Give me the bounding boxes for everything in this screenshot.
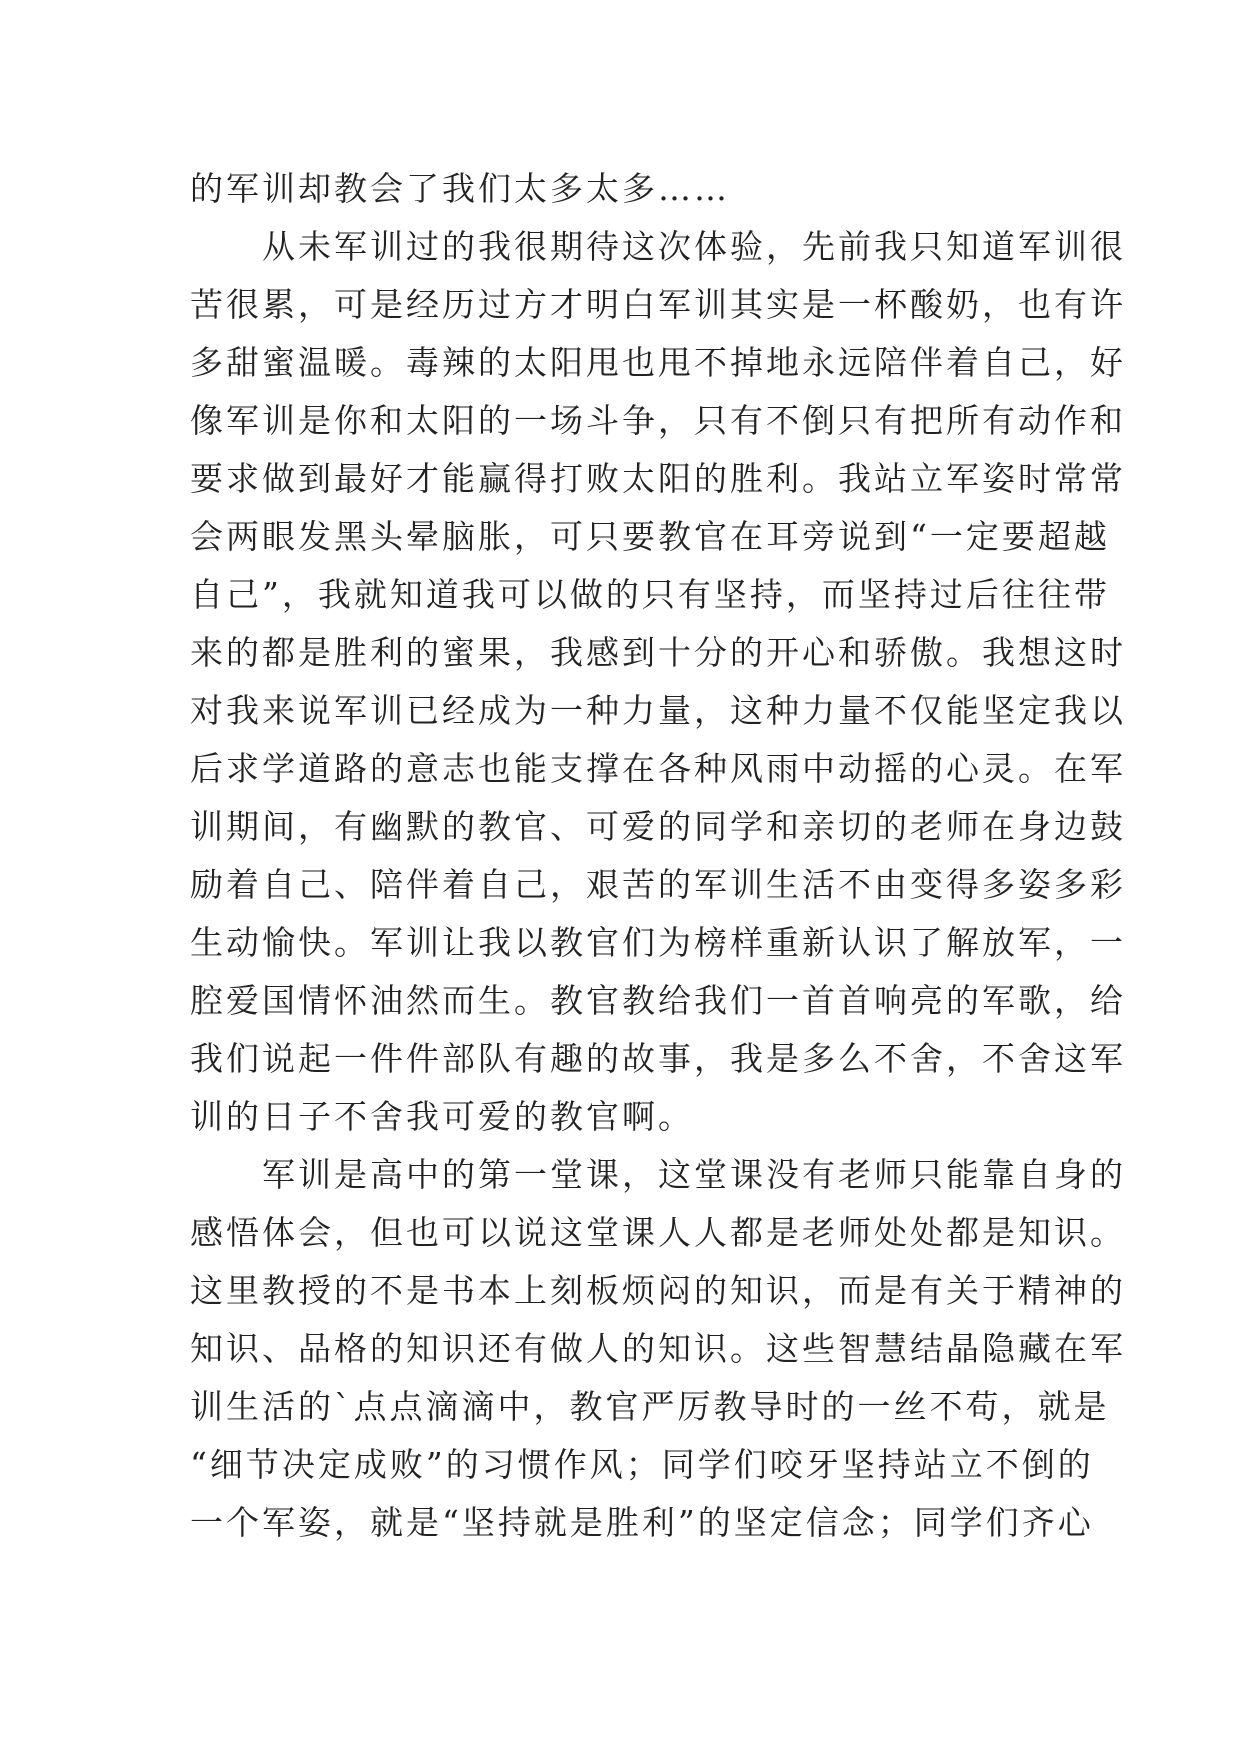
text-line: 我们说起一件件部队有趣的故事，我是多么不舍，不舍这军	[190, 1039, 1126, 1078]
text-line: 训生活的`点点滴滴中，教官严厉教导时的一丝不苟，就是	[190, 1387, 1110, 1426]
text-line: 像军训是你和太阳的一场斗争，只有不倒只有把所有动作和	[190, 401, 1126, 440]
text-line: 知识、品格的知识还有做人的知识。这些智慧结晶隐藏在军	[190, 1329, 1126, 1368]
text-line: 训期间，有幽默的教官、可爱的同学和亲切的老师在身边鼓	[190, 807, 1126, 846]
text-line: 一个军姿，就是“坚持就是胜利”的坚定信念；同学们齐心	[190, 1503, 1094, 1542]
text-line: 感悟体会，但也可以说这堂课人人都是老师处处都是知识。	[190, 1213, 1126, 1252]
text-line: 自己”，我就知道我可以做的只有坚持，而坚持过后往往带	[190, 575, 1110, 614]
text-line: 会两眼发黑头晕脑胀，可只要教官在耳旁说到“一定要超越	[190, 517, 1110, 556]
body-text	[190, 160, 1126, 1552]
text-line: “细节决定成败”的习惯作风；同学们咬牙坚持站立不倒的	[190, 1445, 1094, 1484]
text-line: 从未军训过的我很期待这次体验，先前我只知道军训很	[190, 227, 1126, 266]
text-line: 生动愉快。军训让我以教官们为榜样重新认识了解放军，一	[190, 923, 1126, 962]
text-line: 对我来说军训已经成为一种力量，这种力量不仅能坚定我以	[190, 691, 1126, 730]
text-line: 多甜蜜温暖。毒辣的太阳甩也甩不掉地永远陪伴着自己，好	[190, 343, 1126, 382]
text-line: 后求学道路的意志也能支撑在各种风雨中动摇的心灵。在军	[190, 749, 1126, 788]
text-line: 的军训却教会了我们太多太多……	[190, 169, 730, 208]
text-line: 励着自己、陪伴着自己，艰苦的军训生活不由变得多姿多彩	[190, 865, 1126, 904]
text-line: 苦很累，可是经历过方才明白军训其实是一杯酸奶，也有许	[190, 285, 1126, 324]
text-line: 训的日子不舍我可爱的教官啊。	[190, 1097, 694, 1136]
text-line: 这里教授的不是书本上刻板烦闷的知识，而是有关于精神的	[190, 1271, 1126, 1310]
text-line: 来的都是胜利的蜜果，我感到十分的开心和骄傲。我想这时	[190, 633, 1126, 672]
text-line: 要求做到最好才能赢得打败太阳的胜利。我站立军姿时常常	[190, 459, 1126, 498]
text-line: 军训是高中的第一堂课，这堂课没有老师只能靠自身的	[190, 1155, 1126, 1194]
text-line: 腔爱国情怀油然而生。教官教给我们一首首响亮的军歌，给	[190, 981, 1126, 1020]
